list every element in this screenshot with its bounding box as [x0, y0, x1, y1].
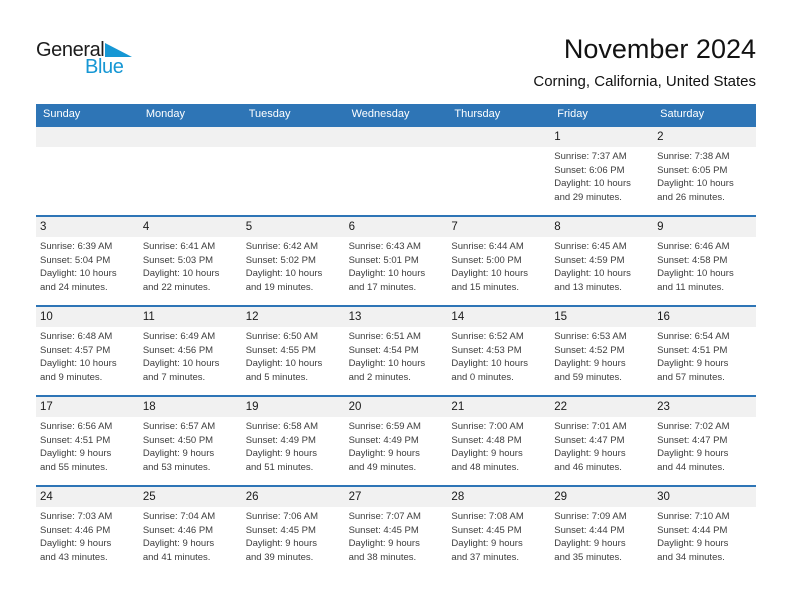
day-number: 2: [653, 127, 756, 147]
daylight-text-line2: and 59 minutes.: [554, 371, 622, 383]
daylight-text-line1: Daylight: 10 hours: [348, 268, 426, 279]
sunrise-text: Sunrise: 6:53 AM: [554, 331, 627, 342]
title-block: [533, 34, 756, 91]
sunset-text: Sunset: 4:46 PM: [142, 524, 214, 536]
calendar-day-cell: [447, 217, 550, 305]
calendar-week-row: [36, 395, 756, 485]
daylight-text-line1: Daylight: 10 hours: [554, 268, 631, 279]
day-number: 23: [653, 397, 756, 417]
calendar-day-cell: [139, 487, 242, 575]
daylight-text-line1: Daylight: 9 hours: [142, 448, 215, 459]
sunrise-text: Sunrise: 7:01 AM: [554, 421, 627, 432]
daylight-text-line1: Daylight: 10 hours: [451, 268, 528, 279]
day-number: 27: [345, 487, 448, 507]
daylight-text-line1: Daylight: 10 hours: [245, 358, 323, 369]
sunrise-text: Sunrise: 6:51 AM: [348, 331, 421, 342]
sunrise-text: Sunrise: 6:50 AM: [245, 331, 319, 342]
calendar-day-cell: [550, 127, 653, 215]
sunset-text: Sunset: 4:46 PM: [40, 524, 111, 536]
daylight-text-line2: and 0 minutes.: [451, 371, 514, 383]
daylight-text-line1: Daylight: 10 hours: [657, 178, 734, 189]
daylight-text-line1: Daylight: 9 hours: [142, 538, 215, 549]
day-number: 29: [550, 487, 653, 507]
daylight-text-line2: and 44 minutes.: [657, 461, 725, 473]
day-info: [36, 237, 139, 294]
day-info: [550, 147, 653, 204]
calendar-day-cell: [242, 487, 345, 575]
general-blue-logo: [36, 40, 156, 82]
sunrise-text: Sunrise: 6:44 AM: [451, 241, 524, 252]
day-number: 12: [242, 307, 345, 327]
calendar-day-cell: [653, 307, 756, 395]
sunset-text: Sunset: 4:52 PM: [554, 344, 625, 356]
calendar-day-cell: [36, 307, 139, 395]
day-info: [345, 327, 448, 384]
day-number: 14: [447, 307, 550, 327]
weekday-header-monday: Monday: [145, 108, 185, 120]
calendar-day-cell: [139, 397, 242, 485]
day-number: 11: [139, 307, 242, 327]
page-title: November 2024: [563, 34, 756, 64]
calendar-week-row: [36, 485, 756, 575]
calendar-day-cell: [447, 127, 550, 215]
day-number: 18: [139, 397, 242, 417]
daylight-text-line2: and 5 minutes.: [245, 371, 309, 383]
weekday-header-tuesday: Tuesday: [248, 108, 291, 120]
daylight-text-line2: and 53 minutes.: [142, 461, 211, 473]
day-number: 5: [242, 217, 345, 237]
sunrise-text: Sunrise: 6:52 AM: [451, 331, 524, 342]
sunset-text: Sunset: 4:47 PM: [657, 434, 728, 446]
logo-text-general: General: [36, 39, 105, 61]
sunset-text: Sunset: 4:49 PM: [348, 434, 419, 446]
daylight-text-line1: Daylight: 10 hours: [451, 358, 528, 369]
day-number: [345, 127, 448, 147]
daylight-text-line1: Daylight: 9 hours: [554, 448, 626, 459]
calendar-day-cell: [242, 127, 345, 215]
day-info: [242, 417, 345, 474]
calendar-day-cell: [550, 397, 653, 485]
day-info: [36, 507, 139, 564]
day-info: [550, 327, 653, 384]
daylight-text-line1: Daylight: 9 hours: [245, 448, 317, 459]
sunset-text: Sunset: 5:02 PM: [245, 254, 316, 266]
calendar-day-cell: [345, 127, 448, 215]
calendar-day-cell: [36, 397, 139, 485]
daylight-text-line1: Daylight: 10 hours: [142, 268, 220, 279]
sunrise-text: Sunrise: 6:41 AM: [142, 241, 216, 252]
calendar-day-cell: [36, 487, 139, 575]
day-number: 10: [36, 307, 139, 327]
sunset-text: Sunset: 5:00 PM: [451, 254, 522, 266]
daylight-text-line2: and 19 minutes.: [245, 281, 314, 293]
daylight-text-line1: Daylight: 9 hours: [348, 538, 420, 549]
day-info: [653, 237, 756, 294]
sunset-text: Sunset: 4:51 PM: [657, 344, 728, 356]
day-number: 26: [242, 487, 345, 507]
calendar-day-cell: [345, 307, 448, 395]
day-number: 21: [447, 397, 550, 417]
daylight-text-line2: and 35 minutes.: [554, 551, 622, 563]
day-number: 3: [36, 217, 139, 237]
calendar-day-cell: [653, 127, 756, 215]
sunset-text: Sunset: 6:06 PM: [554, 164, 625, 176]
day-info: [242, 327, 345, 384]
day-info: [447, 417, 550, 474]
day-info: [139, 327, 242, 384]
daylight-text-line2: and 43 minutes.: [40, 551, 108, 563]
day-number: 8: [550, 217, 653, 237]
calendar-day-cell: [345, 487, 448, 575]
day-number: [242, 127, 345, 147]
sunrise-text: Sunrise: 6:45 AM: [554, 241, 627, 252]
daylight-text-line2: and 17 minutes.: [348, 281, 417, 293]
sunrise-text: Sunrise: 6:56 AM: [40, 421, 113, 432]
day-number: 15: [550, 307, 653, 327]
day-number: 1: [550, 127, 653, 147]
day-info: [345, 237, 448, 294]
sunset-text: Sunset: 5:03 PM: [142, 254, 214, 266]
sunrise-text: Sunrise: 6:46 AM: [657, 241, 730, 252]
calendar-day-cell: [447, 487, 550, 575]
calendar-day-cell: [653, 397, 756, 485]
day-number: 13: [345, 307, 448, 327]
daylight-text-line1: Daylight: 9 hours: [40, 538, 112, 549]
day-number: 28: [447, 487, 550, 507]
day-number: 22: [550, 397, 653, 417]
sunset-text: Sunset: 4:56 PM: [142, 344, 214, 356]
day-info: [139, 237, 242, 294]
day-info: [653, 507, 756, 564]
day-number: [36, 127, 139, 147]
sunrise-text: Sunrise: 7:03 AM: [40, 511, 113, 522]
daylight-text-line2: and 26 minutes.: [657, 191, 725, 203]
daylight-text-line1: Daylight: 10 hours: [348, 358, 426, 369]
calendar-day-cell: [139, 307, 242, 395]
sunset-text: Sunset: 4:54 PM: [348, 344, 419, 356]
sunset-text: Sunset: 4:49 PM: [245, 434, 316, 446]
sunrise-text: Sunrise: 7:37 AM: [554, 151, 627, 162]
calendar-day-cell: [653, 487, 756, 575]
sunrise-text: Sunrise: 6:57 AM: [142, 421, 216, 432]
sunset-text: Sunset: 4:44 PM: [554, 524, 625, 536]
calendar-day-cell: [345, 397, 448, 485]
day-info: [653, 327, 756, 384]
sunset-text: Sunset: 4:45 PM: [348, 524, 419, 536]
daylight-text-line1: Daylight: 9 hours: [451, 538, 523, 549]
sunrise-text: Sunrise: 7:08 AM: [451, 511, 524, 522]
day-number: 25: [139, 487, 242, 507]
day-info: [653, 417, 756, 474]
sunset-text: Sunset: 4:50 PM: [142, 434, 214, 446]
day-info: [139, 417, 242, 474]
daylight-text-line1: Daylight: 9 hours: [40, 448, 112, 459]
calendar-day-cell: [242, 307, 345, 395]
daylight-text-line2: and 46 minutes.: [554, 461, 622, 473]
daylight-text-line2: and 41 minutes.: [142, 551, 211, 563]
weekday-header-saturday: Saturday: [660, 108, 705, 120]
calendar-day-cell: [447, 307, 550, 395]
day-info: [242, 237, 345, 294]
day-info: [139, 507, 242, 564]
daylight-text-line2: and 38 minutes.: [348, 551, 417, 563]
sunset-text: Sunset: 5:01 PM: [348, 254, 419, 266]
day-number: 30: [653, 487, 756, 507]
day-number: [139, 127, 242, 147]
daylight-text-line2: and 9 minutes.: [40, 371, 103, 383]
calendar-day-cell: [550, 307, 653, 395]
calendar-week-row: [36, 125, 756, 215]
sunset-text: Sunset: 4:55 PM: [245, 344, 316, 356]
day-number: 17: [36, 397, 139, 417]
sunrise-text: Sunrise: 6:49 AM: [142, 331, 216, 342]
logo-text-blue: Blue: [85, 56, 124, 78]
day-number: 9: [653, 217, 756, 237]
calendar-day-cell: [345, 217, 448, 305]
day-info: [653, 147, 756, 204]
calendar-weeks: [36, 125, 756, 575]
sunset-text: Sunset: 4:59 PM: [554, 254, 625, 266]
daylight-text-line1: Daylight: 10 hours: [554, 178, 631, 189]
day-number: 4: [139, 217, 242, 237]
sunrise-text: Sunrise: 7:09 AM: [554, 511, 627, 522]
daylight-text-line1: Daylight: 9 hours: [245, 538, 317, 549]
daylight-text-line2: and 55 minutes.: [40, 461, 108, 473]
calendar-day-cell: [653, 217, 756, 305]
daylight-text-line1: Daylight: 10 hours: [40, 358, 117, 369]
daylight-text-line2: and 15 minutes.: [451, 281, 520, 293]
sunrise-text: Sunrise: 6:43 AM: [348, 241, 421, 252]
day-number: 7: [447, 217, 550, 237]
calendar-table: [36, 104, 756, 575]
sunrise-text: Sunrise: 6:39 AM: [40, 241, 113, 252]
day-number: 20: [345, 397, 448, 417]
day-info: [447, 327, 550, 384]
calendar-day-cell: [447, 397, 550, 485]
sunrise-text: Sunrise: 7:06 AM: [245, 511, 319, 522]
sunrise-text: Sunrise: 7:07 AM: [348, 511, 421, 522]
day-number: 24: [36, 487, 139, 507]
day-info: [345, 417, 448, 474]
daylight-text-line1: Daylight: 10 hours: [245, 268, 323, 279]
daylight-text-line1: Daylight: 10 hours: [40, 268, 117, 279]
calendar-day-cell: [139, 217, 242, 305]
daylight-text-line1: Daylight: 9 hours: [554, 358, 626, 369]
sunrise-text: Sunrise: 6:58 AM: [245, 421, 319, 432]
daylight-text-line1: Daylight: 9 hours: [657, 448, 729, 459]
sunrise-text: Sunrise: 7:38 AM: [657, 151, 730, 162]
daylight-text-line2: and 48 minutes.: [451, 461, 520, 473]
daylight-text-line2: and 34 minutes.: [657, 551, 725, 563]
daylight-text-line1: Daylight: 9 hours: [657, 358, 729, 369]
weekday-header-thursday: Thursday: [454, 108, 501, 120]
calendar-day-cell: [139, 127, 242, 215]
sunset-text: Sunset: 4:45 PM: [451, 524, 522, 536]
sunset-text: Sunset: 4:53 PM: [451, 344, 522, 356]
day-info: [447, 507, 550, 564]
sunrise-text: Sunrise: 7:02 AM: [657, 421, 730, 432]
sunset-text: Sunset: 4:48 PM: [451, 434, 522, 446]
weekday-header-wednesday: Wednesday: [351, 108, 410, 120]
calendar-day-cell: [36, 217, 139, 305]
day-number: 6: [345, 217, 448, 237]
day-info: [242, 507, 345, 564]
calendar-day-cell: [242, 217, 345, 305]
calendar-day-cell: [36, 127, 139, 215]
day-info: [36, 327, 139, 384]
sunset-text: Sunset: 4:47 PM: [554, 434, 625, 446]
day-info: [550, 237, 653, 294]
sunrise-text: Sunrise: 7:00 AM: [451, 421, 524, 432]
daylight-text-line2: and 51 minutes.: [245, 461, 314, 473]
sunrise-text: Sunrise: 6:59 AM: [348, 421, 421, 432]
daylight-text-line2: and 22 minutes.: [142, 281, 211, 293]
daylight-text-line2: and 11 minutes.: [657, 281, 725, 293]
daylight-text-line2: and 49 minutes.: [348, 461, 417, 473]
day-info: [345, 507, 448, 564]
daylight-text-line2: and 13 minutes.: [554, 281, 622, 293]
sunset-text: Sunset: 4:57 PM: [40, 344, 111, 356]
weekday-header-friday: Friday: [557, 108, 588, 120]
daylight-text-line1: Daylight: 9 hours: [657, 538, 729, 549]
weekday-header-sunday: Sunday: [43, 108, 81, 120]
sunset-text: Sunset: 4:44 PM: [657, 524, 728, 536]
sunrise-text: Sunrise: 7:04 AM: [142, 511, 216, 522]
sunset-text: Sunset: 6:05 PM: [657, 164, 728, 176]
day-number: [447, 127, 550, 147]
daylight-text-line2: and 24 minutes.: [40, 281, 108, 293]
daylight-text-line2: and 37 minutes.: [451, 551, 520, 563]
daylight-text-line2: and 7 minutes.: [142, 371, 206, 383]
daylight-text-line1: Daylight: 9 hours: [554, 538, 626, 549]
day-info: [447, 237, 550, 294]
day-number: 16: [653, 307, 756, 327]
day-number: 19: [242, 397, 345, 417]
sunset-text: Sunset: 4:45 PM: [245, 524, 316, 536]
daylight-text-line1: Daylight: 9 hours: [348, 448, 420, 459]
daylight-text-line2: and 2 minutes.: [348, 371, 411, 383]
daylight-text-line2: and 39 minutes.: [245, 551, 314, 563]
daylight-text-line1: Daylight: 10 hours: [657, 268, 734, 279]
daylight-text-line1: Daylight: 10 hours: [142, 358, 220, 369]
sunrise-text: Sunrise: 6:54 AM: [657, 331, 730, 342]
calendar-day-cell: [242, 397, 345, 485]
sunrise-text: Sunrise: 7:10 AM: [657, 511, 730, 522]
weekday-header-row: [36, 104, 756, 125]
page-subtitle: Corning, California, United States: [533, 73, 756, 90]
day-info: [550, 507, 653, 564]
daylight-text-line2: and 57 minutes.: [657, 371, 725, 383]
calendar-day-cell: [550, 217, 653, 305]
sunrise-text: Sunrise: 6:42 AM: [245, 241, 319, 252]
day-info: [36, 417, 139, 474]
sunset-text: Sunset: 5:04 PM: [40, 254, 111, 266]
calendar-week-row: [36, 305, 756, 395]
calendar-week-row: [36, 215, 756, 305]
daylight-text-line2: and 29 minutes.: [554, 191, 622, 203]
sunset-text: Sunset: 4:51 PM: [40, 434, 111, 446]
calendar-day-cell: [550, 487, 653, 575]
sunrise-text: Sunrise: 6:48 AM: [40, 331, 113, 342]
sunset-text: Sunset: 4:58 PM: [657, 254, 728, 266]
daylight-text-line1: Daylight: 9 hours: [451, 448, 523, 459]
day-info: [550, 417, 653, 474]
